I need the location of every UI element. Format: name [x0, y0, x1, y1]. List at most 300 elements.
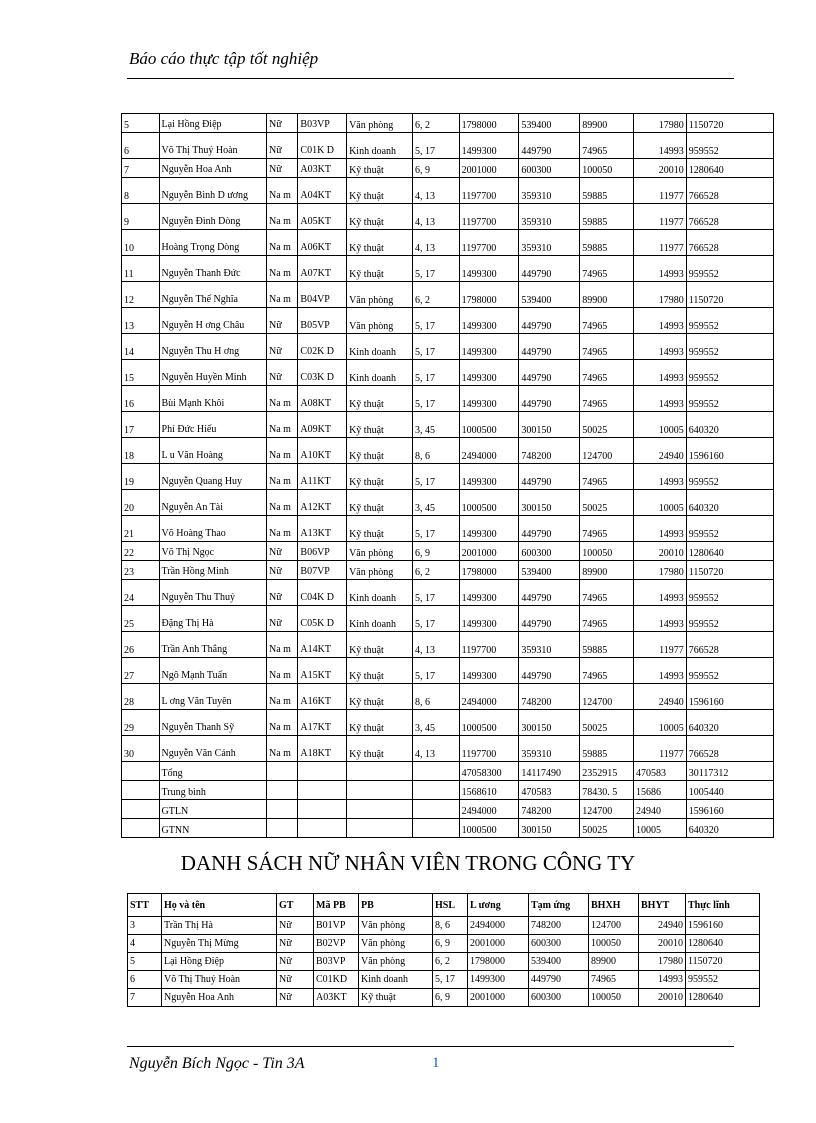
table-row [122, 360, 774, 386]
table-row [122, 230, 774, 256]
table-cell: Kinh doanh [359, 971, 433, 989]
table-cell: 4, 13 [412, 230, 459, 256]
table-cell: A03KT [298, 159, 347, 178]
table-cell: 6, 9 [433, 989, 468, 1007]
table-cell: 16 [122, 386, 160, 412]
table-cell: 1197700 [459, 736, 519, 762]
table-cell: 78430. 5 [580, 781, 634, 800]
table-cell [298, 762, 347, 781]
table-row [122, 490, 774, 516]
table-cell: 449790 [519, 580, 580, 606]
table-cell: Kỹ thuật [347, 516, 413, 542]
table-cell: Văn phòng [359, 917, 433, 935]
table-cell: 89900 [589, 953, 639, 971]
table-cell: 1798000 [468, 953, 529, 971]
table-cell: Na m [266, 386, 297, 412]
table-row [128, 953, 760, 971]
table-cell: 5, 17 [412, 606, 459, 632]
table-cell: 21 [122, 516, 160, 542]
table-cell: 14993 [633, 464, 686, 490]
table-cell: Nữ [266, 114, 297, 133]
table-cell: Võ Thị Ngọc [159, 542, 266, 561]
table-cell: A15KT [298, 658, 347, 684]
table-cell [266, 800, 297, 819]
table-cell: 6, 9 [412, 542, 459, 561]
table-cell: Na m [266, 464, 297, 490]
table-cell: 6, 9 [412, 159, 459, 178]
table-row [128, 917, 760, 935]
table-cell: 15 [122, 360, 160, 386]
table-cell: 74965 [580, 256, 634, 282]
table-cell: Nữ [266, 561, 297, 580]
table-cell: 124700 [580, 438, 634, 464]
table-cell: 1798000 [459, 114, 519, 133]
table-cell: 5, 17 [412, 256, 459, 282]
table-cell: 14993 [633, 256, 686, 282]
table-cell: 8 [122, 178, 160, 204]
table-cell: 11977 [633, 736, 686, 762]
table-cell: Nguyễn Đình Dòng [159, 204, 266, 230]
table-cell: 14993 [633, 386, 686, 412]
table-cell: Na m [266, 710, 297, 736]
table-cell: 1150720 [686, 561, 773, 580]
table-cell: 28 [122, 684, 160, 710]
table-cell: Nữ [277, 953, 314, 971]
table-cell [412, 781, 459, 800]
table-cell: 4, 13 [412, 204, 459, 230]
table-cell: 766528 [686, 736, 773, 762]
table-cell: Nguyễn Thanh Đức [159, 256, 266, 282]
table-cell: 748200 [519, 800, 580, 819]
column-header: BHYT [639, 894, 686, 917]
table-cell: 449790 [519, 516, 580, 542]
table-cell: Kinh doanh [347, 580, 413, 606]
table-cell: 10 [122, 230, 160, 256]
table-cell: Na m [266, 684, 297, 710]
table-cell: 14993 [633, 334, 686, 360]
column-header: STT [128, 894, 162, 917]
table-cell: C02K D [298, 334, 347, 360]
table-cell: 640320 [686, 412, 773, 438]
table-cell: Nguyễn Hoa Anh [162, 989, 277, 1007]
table-cell: 74965 [580, 308, 634, 334]
table-cell: 17980 [633, 561, 686, 580]
table-cell: 14117490 [519, 762, 580, 781]
table-cell: 300150 [519, 490, 580, 516]
table-cell: GTNN [159, 819, 266, 838]
table-cell: 748200 [519, 684, 580, 710]
table-cell: Võ Thị Thuý Hoàn [159, 133, 266, 159]
table-cell: 959552 [686, 580, 773, 606]
table-row [122, 542, 774, 561]
table-cell: A14KT [298, 632, 347, 658]
table-cell: 14993 [633, 360, 686, 386]
table-cell: 124700 [580, 800, 634, 819]
table-cell: 1197700 [459, 178, 519, 204]
table-cell: Văn phòng [347, 114, 413, 133]
table-cell: A07KT [298, 256, 347, 282]
table-cell: 2001000 [459, 542, 519, 561]
table-cell: Kinh doanh [347, 334, 413, 360]
table-cell: Trần Anh Thắng [159, 632, 266, 658]
table-cell: 640320 [686, 819, 773, 838]
table-cell: C04K D [298, 580, 347, 606]
table-cell: Nguyễn Thanh Sỹ [159, 710, 266, 736]
table-row [122, 684, 774, 710]
table-cell: 89900 [580, 114, 634, 133]
table-cell: 766528 [686, 204, 773, 230]
table-cell: A03KT [314, 989, 359, 1007]
table-cell [122, 819, 160, 838]
table-cell: 300150 [519, 819, 580, 838]
table-cell: B05VP [298, 308, 347, 334]
table-cell: 1000500 [459, 490, 519, 516]
table-cell: 29 [122, 710, 160, 736]
table-cell: 24940 [633, 438, 686, 464]
table-cell: Na m [266, 412, 297, 438]
table-cell: 50025 [580, 710, 634, 736]
table-cell: 6, 9 [433, 935, 468, 953]
table-cell [122, 781, 160, 800]
table-cell: 59885 [580, 204, 634, 230]
table-cell: 2494000 [468, 917, 529, 935]
footer-rule [127, 1046, 734, 1047]
table-cell: A08KT [298, 386, 347, 412]
table-cell [412, 800, 459, 819]
table-cell: 449790 [519, 334, 580, 360]
table-cell: Nguyễn Thế Nghĩa [159, 282, 266, 308]
table-cell: 14993 [633, 516, 686, 542]
table-cell: 6, 2 [412, 561, 459, 580]
table-cell: 539400 [519, 282, 580, 308]
table-cell: 449790 [519, 360, 580, 386]
table-cell: Kỹ thuật [347, 230, 413, 256]
table-cell: 100050 [580, 542, 634, 561]
table-cell: Nguyễn Thị Mừng [162, 935, 277, 953]
table-cell: Kỹ thuật [347, 204, 413, 230]
table-cell: Ngô Mạnh Tuấn [159, 658, 266, 684]
table-cell: Nguyễn Bình D ương [159, 178, 266, 204]
table-cell: Nữ [277, 971, 314, 989]
table-cell: 600300 [519, 159, 580, 178]
table-cell: 470583 [633, 762, 686, 781]
column-header: HSL [433, 894, 468, 917]
table-cell: 17980 [633, 282, 686, 308]
table-cell: Kỹ thuật [347, 464, 413, 490]
table-cell: 449790 [519, 464, 580, 490]
table-cell: 766528 [686, 230, 773, 256]
table-cell: Phí Đức Hiếu [159, 412, 266, 438]
table-row [122, 438, 774, 464]
table-cell: 539400 [519, 114, 580, 133]
table-cell: 74965 [580, 516, 634, 542]
table-cell: Na m [266, 490, 297, 516]
table-cell: Nguyễn Thu H ơng [159, 334, 266, 360]
table-cell: 23 [122, 561, 160, 580]
table-cell: 1280640 [686, 542, 773, 561]
table-cell: 89900 [580, 282, 634, 308]
table-cell: Nữ [266, 360, 297, 386]
table-cell: 1499300 [459, 256, 519, 282]
table-cell: 7 [122, 159, 160, 178]
summary-row [122, 781, 774, 800]
table-cell: 10005 [633, 710, 686, 736]
table-cell: 2494000 [459, 438, 519, 464]
table-cell: 600300 [519, 542, 580, 561]
report-header-title: Báo cáo thực tập tốt nghiệp [129, 49, 319, 68]
table-cell: 74965 [580, 658, 634, 684]
table-cell: L u Văn Hoàng [159, 438, 266, 464]
table-cell: 2494000 [459, 800, 519, 819]
table-cell: 959552 [686, 256, 773, 282]
table-cell: 1197700 [459, 230, 519, 256]
table-cell: 6 [122, 133, 160, 159]
table-cell: 5, 17 [412, 580, 459, 606]
footer-author: Nguyễn Bích Ngọc - Tin 3A [129, 1055, 305, 1072]
table-cell: 3, 45 [412, 490, 459, 516]
table-cell: Kỹ thuật [347, 256, 413, 282]
table-cell: 359310 [519, 204, 580, 230]
table-cell: 449790 [519, 308, 580, 334]
table-cell: 74965 [580, 133, 634, 159]
table-cell: 24940 [639, 917, 686, 935]
table-cell: GTLN [159, 800, 266, 819]
table-cell: A09KT [298, 412, 347, 438]
table-cell: A05KT [298, 204, 347, 230]
table-row [122, 561, 774, 580]
table-cell: Nữ [266, 133, 297, 159]
table-cell: 74965 [580, 360, 634, 386]
table-cell: 1000500 [459, 412, 519, 438]
table-cell: 959552 [686, 606, 773, 632]
table-cell: Đặng Thị Hà [159, 606, 266, 632]
table-cell: 9 [122, 204, 160, 230]
summary-row [122, 800, 774, 819]
table-cell: 14993 [633, 658, 686, 684]
table-cell [266, 819, 297, 838]
table-cell: Văn phòng [347, 308, 413, 334]
table-cell: 359310 [519, 736, 580, 762]
table-cell: 1499300 [459, 133, 519, 159]
table-cell: 8, 6 [412, 684, 459, 710]
table-row [122, 710, 774, 736]
table-cell: B02VP [314, 935, 359, 953]
table-cell: Trần Hồng Minh [159, 561, 266, 580]
table-cell [266, 781, 297, 800]
table-cell: Na m [266, 658, 297, 684]
table-cell [298, 781, 347, 800]
table-row [122, 334, 774, 360]
table-cell: 5, 17 [433, 971, 468, 989]
table-cell: A10KT [298, 438, 347, 464]
table-cell: 1596160 [686, 438, 773, 464]
table-cell: 11977 [633, 204, 686, 230]
table-cell: Nguyễn Văn Cảnh [159, 736, 266, 762]
table-cell: 959552 [686, 133, 773, 159]
table-cell: 300150 [519, 710, 580, 736]
column-header: Họ và tên [162, 894, 277, 917]
table-cell: 5, 17 [412, 658, 459, 684]
table-cell: Kỹ thuật [359, 989, 433, 1007]
table-cell: A13KT [298, 516, 347, 542]
table-cell: Kỹ thuật [347, 438, 413, 464]
table-cell: 24940 [633, 800, 686, 819]
table-cell: 26 [122, 632, 160, 658]
table-cell: Kỹ thuật [347, 490, 413, 516]
table-cell: Kỹ thuật [347, 658, 413, 684]
table-cell: Bùi Mạnh Khôi [159, 386, 266, 412]
table-row [122, 114, 774, 133]
header-rule [127, 78, 734, 79]
table-cell: 124700 [589, 917, 639, 935]
table-row [122, 412, 774, 438]
table-cell: 4 [128, 935, 162, 953]
table-cell: Nữ [266, 308, 297, 334]
table-cell: 5 [128, 953, 162, 971]
table-cell: 300150 [519, 412, 580, 438]
table-cell: 449790 [519, 133, 580, 159]
table-cell: B01VP [314, 917, 359, 935]
table-cell [266, 762, 297, 781]
table-cell: 2352915 [580, 762, 634, 781]
table-row [128, 935, 760, 953]
table-cell: Trần Thị Hà [162, 917, 277, 935]
table-row [122, 580, 774, 606]
table-cell: Nữ [266, 606, 297, 632]
table-cell: Nguyễn Thu Thuỷ [159, 580, 266, 606]
table-row [122, 178, 774, 204]
table-cell: 5 [122, 114, 160, 133]
table-cell: 74965 [580, 464, 634, 490]
table-cell: 8, 6 [412, 438, 459, 464]
table-cell: 12 [122, 282, 160, 308]
table-cell: 766528 [686, 178, 773, 204]
table-cell: 959552 [686, 516, 773, 542]
table-cell: Trung bình [159, 781, 266, 800]
table-cell: Võ Thị Thuý Hoàn [162, 971, 277, 989]
table-cell: Nữ [277, 989, 314, 1007]
table-cell: 124700 [580, 684, 634, 710]
table-cell: Văn phòng [359, 935, 433, 953]
table-cell: Kỹ thuật [347, 386, 413, 412]
table-cell: 766528 [686, 632, 773, 658]
table-cell: Kỹ thuật [347, 710, 413, 736]
table-cell: 74965 [580, 334, 634, 360]
table-cell: B04VP [298, 282, 347, 308]
table-row [122, 256, 774, 282]
summary-row [122, 762, 774, 781]
table-cell: Lại Hồng Điệp [162, 953, 277, 971]
page-number: 1 [432, 1055, 440, 1071]
table-cell: 959552 [686, 334, 773, 360]
table-cell: 1197700 [459, 204, 519, 230]
table-cell: 74965 [580, 606, 634, 632]
table-cell: 11977 [633, 230, 686, 256]
table-row [122, 308, 774, 334]
table-cell: 1150720 [686, 282, 773, 308]
table-cell: 1499300 [459, 516, 519, 542]
table-row [122, 736, 774, 762]
table-row [122, 606, 774, 632]
table-cell: Tổng [159, 762, 266, 781]
table-cell: L ơng Văn Tuyên [159, 684, 266, 710]
table-cell: 600300 [529, 989, 589, 1007]
table-cell: 17980 [633, 114, 686, 133]
table-cell: 5, 17 [412, 360, 459, 386]
table-cell: 100050 [589, 935, 639, 953]
table-cell: Nữ [266, 542, 297, 561]
table-row [128, 971, 760, 989]
table-cell: 25 [122, 606, 160, 632]
table-cell: 17980 [639, 953, 686, 971]
table-cell: Nguyễn H ơng Châu [159, 308, 266, 334]
table-cell: Văn phòng [347, 282, 413, 308]
table-cell: Văn phòng [347, 542, 413, 561]
table-cell [412, 819, 459, 838]
table-cell: 5, 17 [412, 133, 459, 159]
table-cell: 1005440 [686, 781, 773, 800]
table-cell: 6, 2 [412, 114, 459, 133]
table-cell: 1150720 [686, 953, 760, 971]
table-cell: A06KT [298, 230, 347, 256]
table-cell: 1499300 [459, 308, 519, 334]
table-cell: 14993 [633, 133, 686, 159]
table-cell: Na m [266, 204, 297, 230]
table-cell: 449790 [519, 386, 580, 412]
table-cell: 1596160 [686, 800, 773, 819]
table-cell: A04KT [298, 178, 347, 204]
column-header: L ương [468, 894, 529, 917]
table-cell: Văn phòng [359, 953, 433, 971]
table-cell: 24 [122, 580, 160, 606]
table-cell [347, 800, 413, 819]
table-cell: 5, 17 [412, 516, 459, 542]
table-cell: 1798000 [459, 561, 519, 580]
table-cell: 449790 [529, 971, 589, 989]
table-cell: A18KT [298, 736, 347, 762]
table-cell: 959552 [686, 360, 773, 386]
table-cell: 449790 [519, 658, 580, 684]
table-cell: Na m [266, 282, 297, 308]
table-cell: A16KT [298, 684, 347, 710]
table-cell: Na m [266, 438, 297, 464]
table-cell: 449790 [519, 606, 580, 632]
table-cell: 27 [122, 658, 160, 684]
table-cell: 3 [128, 917, 162, 935]
table-cell: Kỹ thuật [347, 632, 413, 658]
table-cell: 74965 [589, 971, 639, 989]
table-cell: 10005 [633, 412, 686, 438]
table-cell: B03VP [314, 953, 359, 971]
table-cell: Kỹ thuật [347, 159, 413, 178]
table-cell: 4, 13 [412, 178, 459, 204]
table-cell: 50025 [580, 412, 634, 438]
table-cell: 2494000 [459, 684, 519, 710]
table-cell: 13 [122, 308, 160, 334]
table-cell: Kỹ thuật [347, 684, 413, 710]
female-staff-list-title: DANH SÁCH NỮ NHÂN VIÊN TRONG CÔNG TY [180, 851, 636, 875]
female-staff-table [127, 893, 760, 1007]
table-cell: 30117312 [686, 762, 773, 781]
table-cell: 359310 [519, 632, 580, 658]
table-cell: Na m [266, 632, 297, 658]
table-cell: 59885 [580, 178, 634, 204]
table-cell: 1499300 [459, 334, 519, 360]
table-cell: 1499300 [459, 464, 519, 490]
table-cell: 640320 [686, 710, 773, 736]
table-cell: Nguyễn An Tài [159, 490, 266, 516]
table-cell: 1499300 [459, 606, 519, 632]
